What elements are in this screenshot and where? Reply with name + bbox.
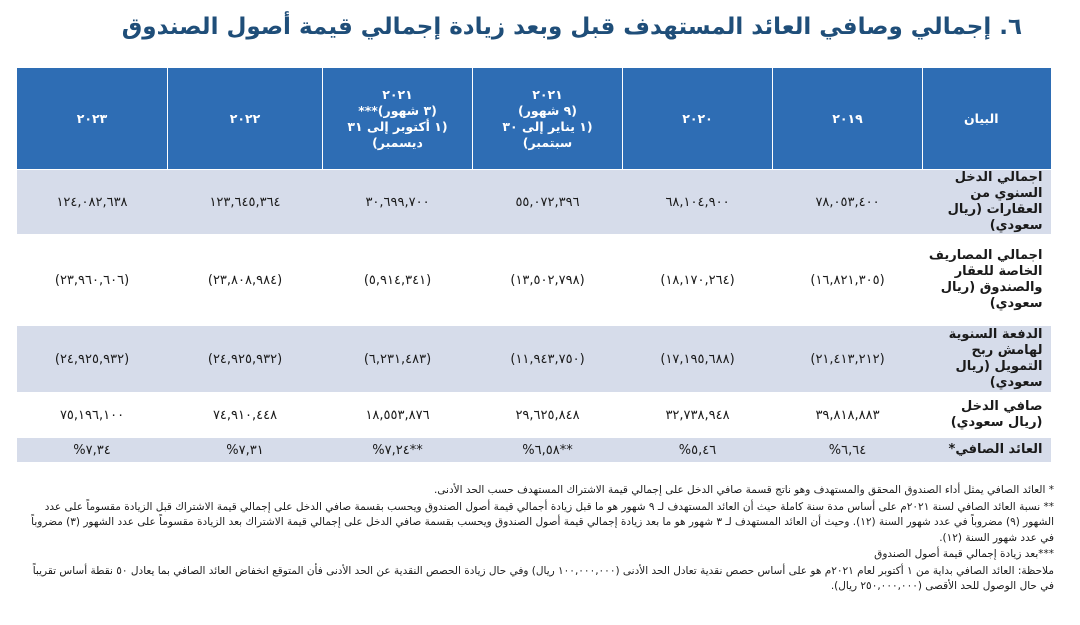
header-2021b-line: (١ أكتوبر إلى ٣١ (347, 118, 448, 134)
table-row-annual-income (17, 170, 1051, 235)
row-label: صافي الدخل (ريال سعودي) (923, 393, 1051, 438)
table-cell: ٣٩,٨١٨,٨٨٣ (773, 393, 923, 438)
table-cell: (١٦,٨٢١,٣٠٥) (773, 235, 923, 326)
table-cell: (٢٤,٩٢٥,٩٣٢) (168, 326, 323, 393)
row-label: العائد الصافي* (923, 438, 1051, 463)
header-2023: ٢٠٢٣ (17, 68, 168, 170)
row-label: اجمالي الدخل السنوي من العقارات (ريال سعودي) (923, 170, 1051, 235)
table-cell: %٧,٣٤ (17, 438, 168, 463)
table-cell: (٦,٢٣١,٤٨٣) (323, 326, 473, 393)
table-row-total-expenses (17, 235, 1051, 326)
table-cell: ٣٢,٧٣٨,٩٤٨ (623, 393, 773, 438)
table-cell: %٥,٤٦ (623, 438, 773, 463)
row-label: اجمالي المصاريف الخاصة للعقار والصندوق (ريال سعودي) (923, 235, 1051, 326)
header-2022: ٢٠٢٢ (168, 68, 323, 170)
header-2021b-line: ٢٠٢١ (382, 86, 413, 102)
row-label: الدفعة السنوية لهامش ربح التمويل (ريال سعودي) (923, 326, 1051, 393)
table-cell: ٥٥,٠٧٢,٣٩٦ (473, 170, 623, 235)
table-row-financing-margin (17, 326, 1051, 393)
returns-table (16, 68, 1051, 462)
table-cell: (١١,٩٤٣,٧٥٠) (473, 326, 623, 393)
header-2019: ٢٠١٩ (773, 68, 923, 170)
footnote: ***بعد زيادة إجمالي قيمة أصول الصندوق (874, 548, 1054, 560)
table-cell: (٢٤,٩٢٥,٩٣٢) (17, 326, 168, 393)
footnote: ** نسبة العائد الصافي لسنة ٢٠٢١م على أساس مدة سنة كاملة حيث أن العائد المستهدف لـ ٩ شهور هو ما قبل زيادة أجمالي قيمة أصول الصندوق ويحسب بقسمة صافي الدخل على إجمالي قيمة الاشتراك قبل الزيادة مقسوماً على عدد الشهور (٩) مضروباً في عدد شهور السنة (١٢). وحيث أن العائد المستهدف لـ ٣ شهور هو ما بعد زيادة إجمالي قيمة أصول الصندوق ويحسب بقسمة صافي الدخل على إجمالي قيمة الاشتراك بعد الزيادة مقسوماً على عدد الشهور (٣) مضروباً في عدد شهور السنة (١٢). (31, 500, 1054, 544)
table-cell: ١٨,٥٥٣,٨٧٦ (323, 393, 473, 438)
table-cell: %٦,٦٤ (773, 438, 923, 463)
table-cell: (٥,٩١٤,٣٤١) (323, 235, 473, 326)
footnote: ملاحظة: العائد الصافي بداية من ١ أكتوبر لعام ٢٠٢١م هو على أساس حصص نقدية تعادل الحد الأدنى (١٠٠,٠٠٠,٠٠٠ ريال) وفي حال زيادة الحصص النقدية عن الحد الأدنى فأن المتوقع انخفاض العائد الصافي بما يعادل ٥٠ نقطة أساس تقريباً في حال الوصول للحد الأقصى (٢٥٠,٠٠٠,٠٠٠ ريال). (32, 564, 1054, 592)
header-2021a-line: (٩ شهور) (517, 102, 577, 118)
header-2021a-line: سبتمبر) (522, 134, 573, 150)
table-cell: %٧,٣١ (168, 438, 323, 463)
header-2021-3-months (323, 68, 473, 170)
header-2021a-line: (١ يناير إلى ٣٠ (502, 118, 593, 134)
table-cell: ٧٤,٩١٠,٤٤٨ (168, 393, 323, 438)
table-cell: (٢٣,٨٠٨,٩٨٤) (168, 235, 323, 326)
table-cell: ١٢٤,٠٨٢,٦٣٨ (17, 170, 168, 235)
table-header-row (17, 68, 1051, 170)
header-2021-9-months (473, 68, 623, 170)
header-2021b-line: (٣ شهور)*** (358, 102, 437, 118)
table-cell: ١٢٣,٦٤٥,٣٦٤ (168, 170, 323, 235)
table-cell: %٦,٥٨** (473, 438, 623, 463)
header-label: البيان (923, 68, 1051, 170)
footnotes (24, 483, 1054, 596)
table-cell: %٧,٢٤** (323, 438, 473, 463)
table-cell: ٦٨,١٠٤,٩٠٠ (623, 170, 773, 235)
table-cell: (١٨,١٧٠,٢٦٤) (623, 235, 773, 326)
table-cell: ٣٠,٦٩٩,٧٠٠ (323, 170, 473, 235)
footnote: * العائد الصافي يمثل أداء الصندوق المحقق والمستهدف وهو ناتج قسمة صافي الدخل على إجمالي قيمة الاشتراك المستهدف حسب الحد الأدنى. (433, 484, 1054, 496)
table-cell: ٢٩,٦٢٥,٨٤٨ (473, 393, 623, 438)
table-row-net-return (17, 438, 1051, 463)
table-row-net-income (17, 393, 1051, 438)
table-cell: (٢١,٤١٣,٢١٢) (773, 326, 923, 393)
table-cell: (٢٣,٩٦٠,٦٠٦) (17, 235, 168, 326)
table-cell: (١٣,٥٠٢,٧٩٨) (473, 235, 623, 326)
header-2021a-line: ٢٠٢١ (532, 86, 563, 102)
table-cell: (١٧,١٩٥,٦٨٨) (623, 326, 773, 393)
header-2020: ٢٠٢٠ (623, 68, 773, 170)
section-title: ٦. إجمالي وصافي العائد المستهدف قبل وبعد زيادة إجمالي قيمة أصول الصندوق (121, 14, 1022, 40)
header-2021b-line: ديسمبر) (372, 134, 423, 150)
table-cell: ٧٨,٠٥٣,٤٠٠ (773, 170, 923, 235)
table-cell: ٧٥,١٩٦,١٠٠ (17, 393, 168, 438)
